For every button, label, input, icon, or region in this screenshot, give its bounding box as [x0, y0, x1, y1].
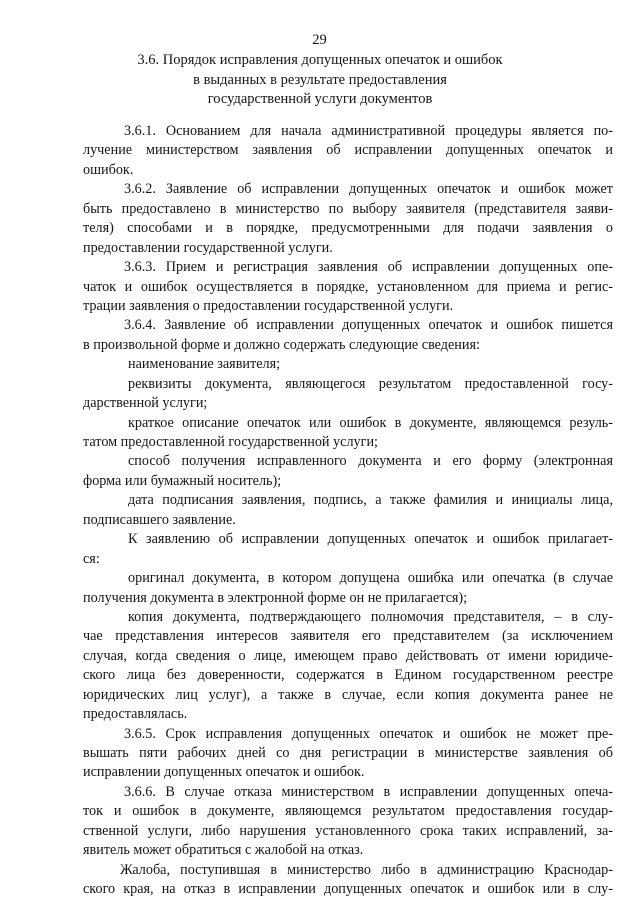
text-line: копия документа, подтверждающего полномочия представителя, – в слу- [128, 608, 613, 625]
text-line: ошибок. [83, 161, 134, 178]
section-heading [120, 51, 520, 110]
text-line: юридических лиц услуг), а также в случае, если копия документа ранее не [83, 686, 613, 703]
text-line: чае представления интересов заявителя его представителем (за исключением [83, 628, 613, 645]
text-line: татом предоставленной государственной услуги; [83, 434, 378, 450]
text-line: предоставлении государственной услуги. [83, 239, 333, 256]
text-line: подписавшего заявление. [83, 511, 236, 528]
text-line: 3.6.4. Заявление об исправлении допущенных опечаток и ошибок пишется [124, 317, 613, 334]
text-line: быть предоставлено в министерство по выбору заявителя (представителя заяви- [83, 200, 613, 217]
text-line: ток и ошибок в документе, являющемся результатом предоставления государ- [83, 803, 613, 820]
text-line: в произвольной форме и должно содержать следующие сведения: [83, 336, 480, 353]
text-line: вышать пяти рабочих дней со дня регистрации в министерстве заявления об [83, 745, 613, 761]
text-line: 3.6.1. Основанием для начала административной процедуры является по- [124, 123, 613, 139]
text-line: реквизиты документа, являющегося результатом предоставленной госу- [128, 375, 613, 392]
text-line: чаток и ошибок осуществляется в порядке, установленном для приема и регис- [83, 278, 613, 295]
text-line: оригинал документа, в котором допущена ошибка или опечатка (в случае [128, 570, 613, 587]
text-line: явитель может обратиться с жалобой на отказ. [83, 842, 364, 859]
page-number: 29 [312, 32, 327, 48]
text-line: ского края, на отказ в исправлении допущенных опечаток и ошибок или в слу- [83, 881, 613, 898]
text-line: 3.6.5. Срок исправления допущенных опечаток и ошибок не может пре- [124, 725, 613, 742]
document-body [83, 122, 613, 900]
heading-line: в выданных в результате предоставления [193, 71, 447, 88]
text-line: 3.6.2. Заявление об исправлении допущенных опечаток и ошибок может [124, 181, 613, 198]
text-line: ственной услуги, либо нарушения установленного срока таких исправлений, за- [83, 822, 613, 839]
text-line: дарственной услуги; [83, 395, 208, 412]
text-line: случая, когда сведения о лице, имеющем право действовать от имени юридиче- [83, 647, 613, 664]
text-line: форма или бумажный носитель); [83, 472, 282, 489]
text-line: ского лица без доверенности, содержатся в Едином государственном реестре [83, 667, 613, 684]
text-line: дата подписания заявления, подпись, а также фамилия и инициалы лица, [128, 492, 613, 509]
text-line: теля) способами и в порядке, предусмотренными для подачи заявления о [83, 220, 613, 237]
heading-line: 3.6. Порядок исправления допущенных опечаток и ошибок [137, 52, 503, 68]
text-line: 3.6.3. Прием и регистрация заявления об исправлении допущенных опе- [124, 259, 613, 276]
text-line: наименование заявителя; [128, 356, 281, 373]
text-line: лучение министерством заявления об исправлении допущенных опечаток и [83, 142, 613, 159]
text-line: Жалоба, поступившая в министерство либо в администрацию Краснодар- [120, 861, 613, 878]
text-line: трации заявления о предоставлении государственной услуги. [83, 297, 454, 314]
text-line: краткое описание опечаток или ошибок в документе, являющемся резуль- [128, 414, 613, 431]
text-line: 3.6.6. В случае отказа министерством в исправлении допущенных опеча- [124, 783, 613, 800]
text-line: ся: [83, 550, 100, 567]
text-line: К заявлению об исправлении допущенных опечаток и ошибок прилагает- [128, 531, 613, 548]
text-line: способ получения исправленного документа и его форму (электронная [128, 453, 613, 470]
text-line: предоставлялась. [83, 706, 188, 723]
heading-line: государственной услуги документов [207, 91, 433, 107]
text-line: получения документа в электронной форме он не прилагается); [83, 589, 468, 606]
text-line: исправлении допущенных опечаток и ошибок. [83, 764, 365, 781]
